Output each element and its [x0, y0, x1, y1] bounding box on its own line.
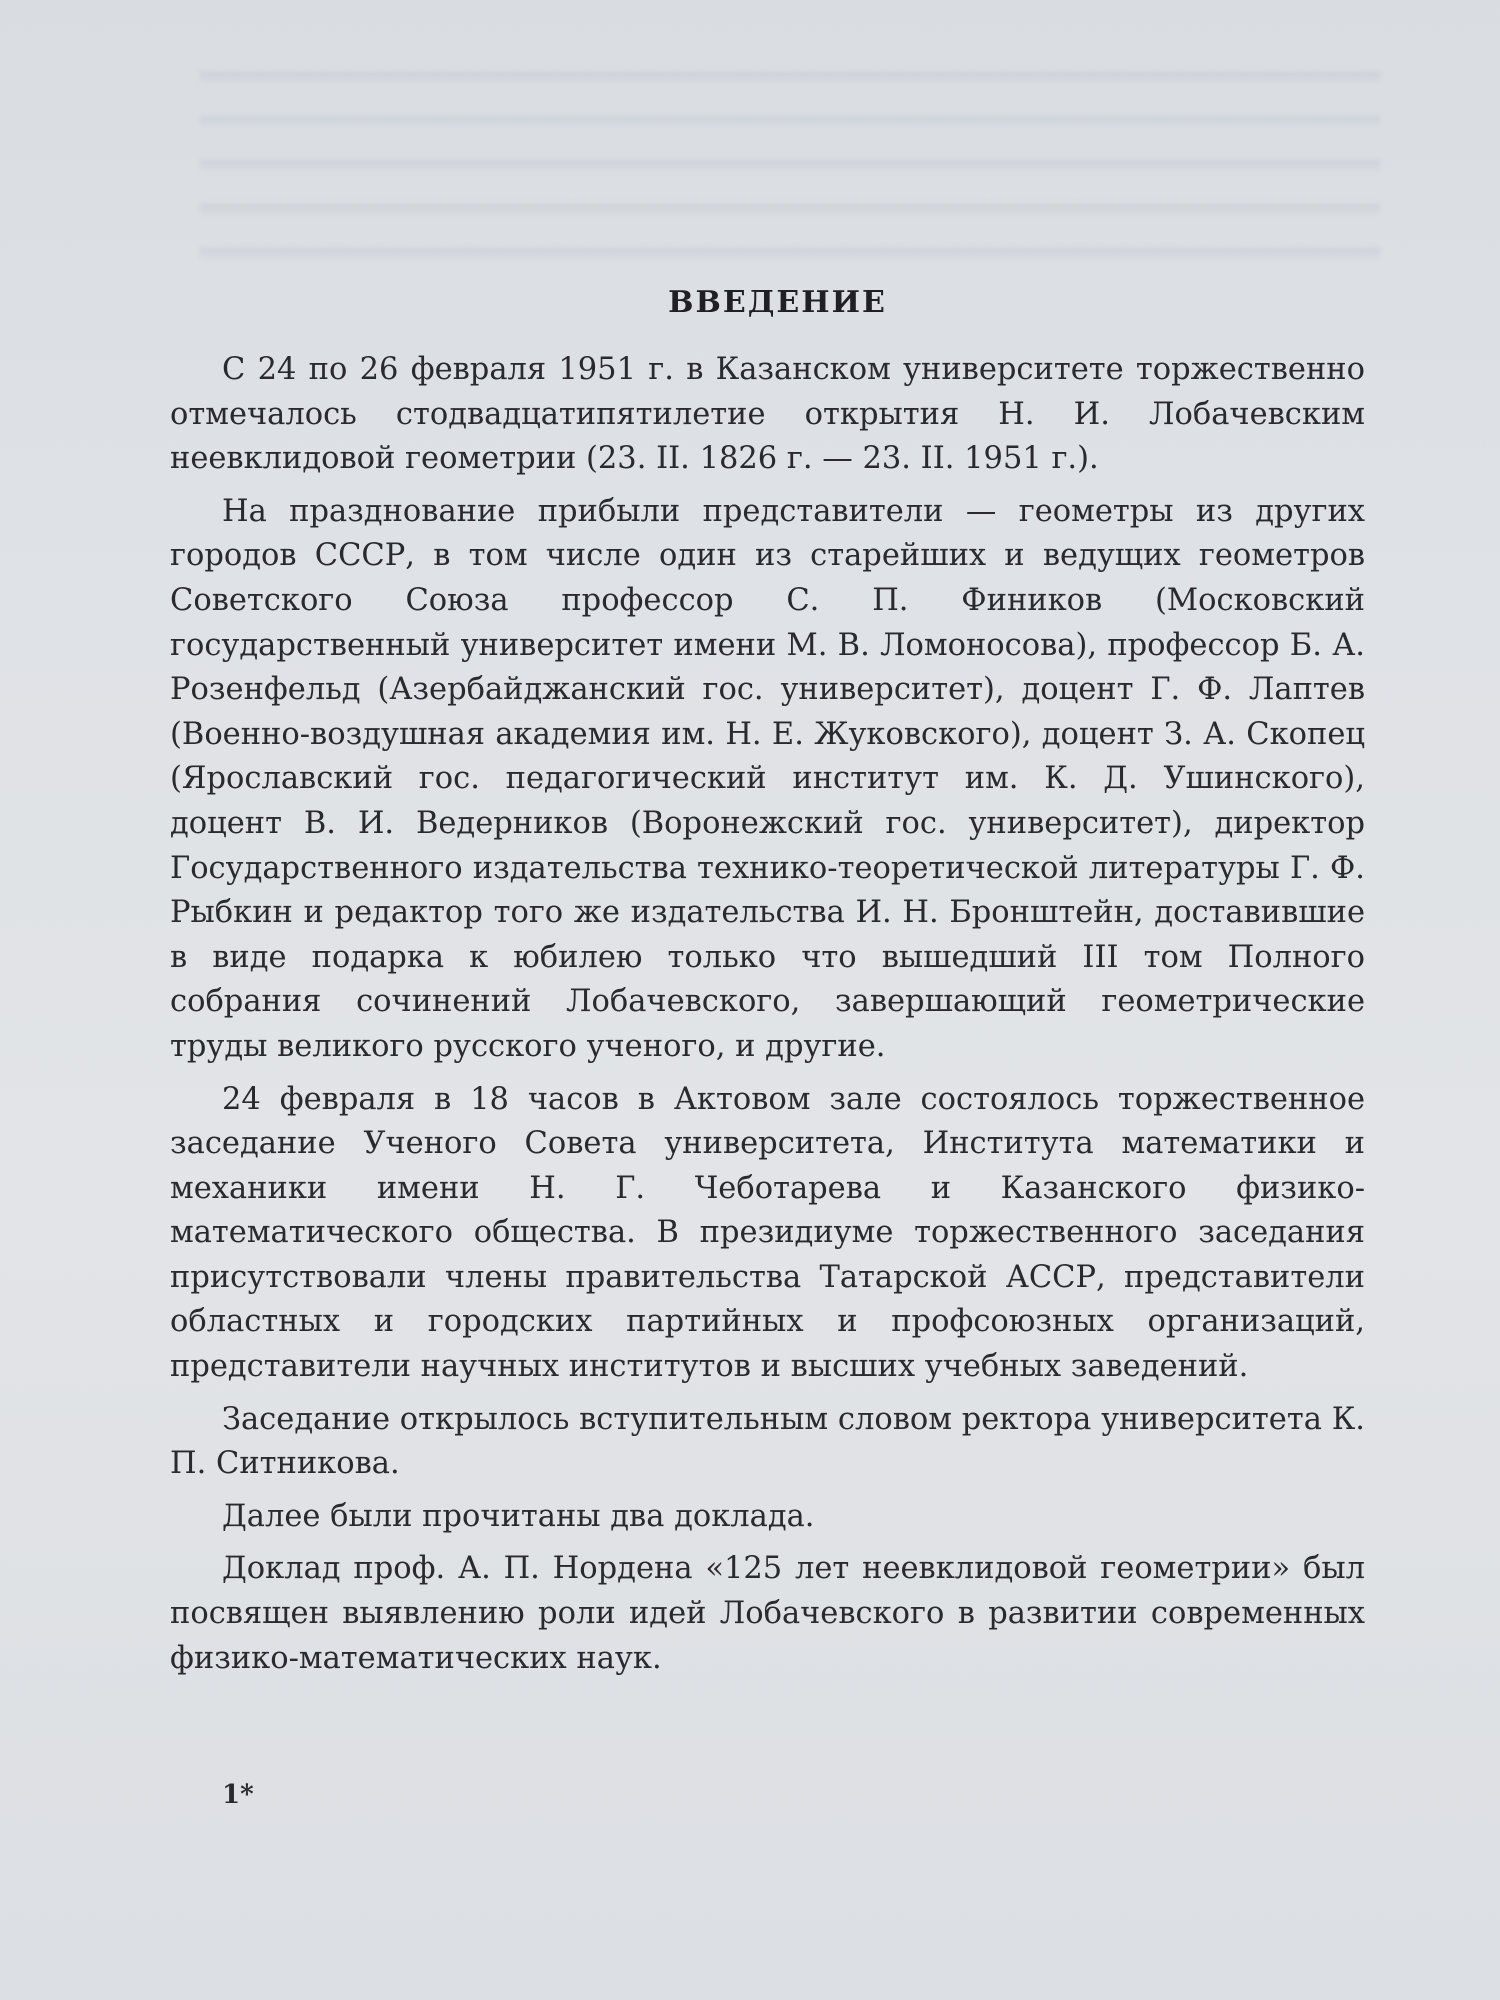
body-text: [170, 348, 1365, 1681]
show-through-text: [200, 40, 1380, 280]
paragraph-3: 24 февраля в 18 часов в Актовом зале состоялось торжественное заседание Ученого Совета университета, Института математики и механики имени Н. Г. Чеботарева и Казанского физико-математического общества. В президиуме торжественного заседания присутствовали члены правительства Татарской АССР, представители областных и городских партийных и профсоюзных организаций, представители научных институтов и высших учебных заведений.: [170, 1081, 1365, 1385]
paragraph-5: Далее были прочитаны два доклада.: [222, 1498, 815, 1534]
page-title: ВВЕДЕНИЕ: [668, 285, 887, 320]
signature-mark: 1*: [222, 1780, 254, 1810]
paragraph-1: С 24 по 26 февраля 1951 г. в Казанском университете торжественно отмечалось стодвадцатипятилетие открытия Н. И. Лобачевским неевклидовой геометрии (23. II. 1826 г. — 23. II. 1951 г.).: [170, 352, 1365, 477]
paragraph-2: На празднование прибыли представители — геометры из других городов СССР, в том числе один из старейших и ведущих геометров Советского Союза профессор С. П. Фиников (Московский государственный университет имени М. В. Ломоносова), профессор Б. А. Розенфельд (Азербайджанский гос. университет), доцент Г. Ф. Лаптев (Военно-воздушная академия им. Н. Е. Жуковского), доцент З. А. Скопец (Ярославский гос. педагогический институт им. К. Д. Ушинского), доцент В. И. Ведерников (Воронежский гос. университет), директор Государственного издательства технико-теоретической литературы Г. Ф. Рыбкин и редактор того же издательства И. Н. Бронштейн, доставившие в виде подарка к юбилею только что вышедший III том Полного собрания сочинений Лобачевского, завершающий геометрические труды великого русского ученого, и другие.: [170, 493, 1365, 1064]
paragraph-6: Доклад проф. А. П. Нордена «125 лет неевклидовой геометрии» был посвящен выявлению роли идей Лобачевского в развитии современных физико-математических наук.: [170, 1551, 1365, 1676]
paragraph-4: Заседание открылось вступительным словом ректора университета К. П. Ситникова.: [170, 1401, 1365, 1482]
